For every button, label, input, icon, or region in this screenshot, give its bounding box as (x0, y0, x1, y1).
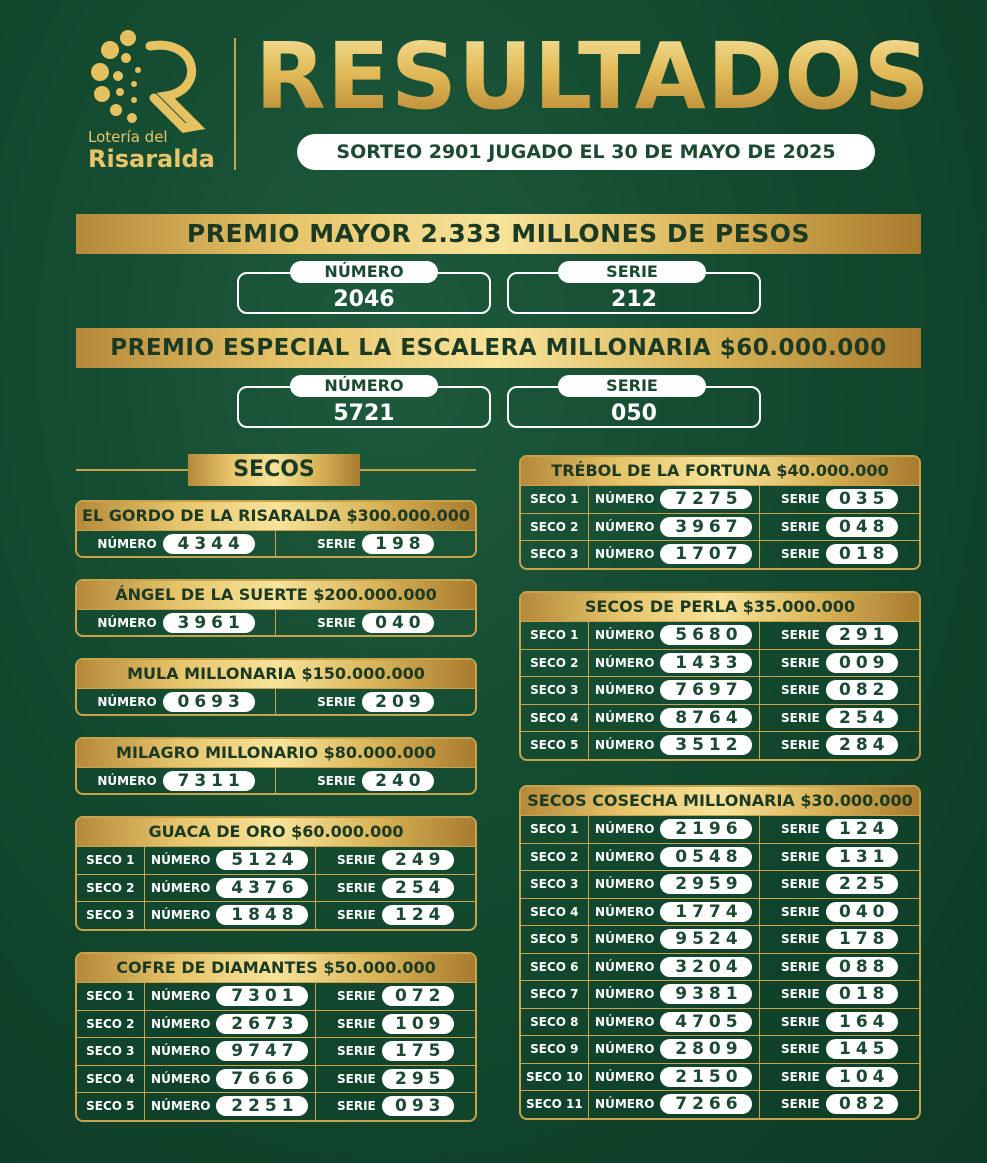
seco-label: SECO 5 (521, 732, 589, 759)
serie-label: SERIE (337, 1071, 376, 1086)
numero-label: NÚMERO (97, 773, 157, 788)
numero-value: 7666 (216, 1069, 308, 1089)
prize-row (521, 485, 919, 513)
numero-label: NÚMERO (97, 694, 157, 709)
numero-label: NÚMERO (595, 904, 655, 919)
numero-value: 4376 (216, 878, 308, 898)
numero-cell (589, 926, 760, 953)
serie-label: SERIE (317, 536, 356, 551)
serie-cell (316, 983, 475, 1010)
numero-cell (589, 816, 760, 843)
numero-cell (77, 610, 276, 635)
prize-card-title: MILAGRO MILLONARIO $80.000.000 (77, 739, 475, 767)
logo-line2: Risaralda (88, 145, 215, 173)
prize-row (521, 676, 919, 704)
numero-label: NÚMERO (151, 1071, 211, 1086)
prize-row (521, 1008, 919, 1036)
serie-label: SERIE (317, 773, 356, 788)
draw-subtitle: SORTEO 2901 JUGADO EL 30 DE MAYO DE 2025 (297, 134, 875, 170)
serie-cell (760, 1036, 919, 1063)
numero-label: NÚMERO (97, 536, 157, 551)
logo-line1: Lotería del (88, 128, 168, 146)
serie-cell (760, 541, 919, 568)
prize-row (521, 513, 919, 541)
numero-label: NÚMERO (151, 1044, 211, 1059)
numero-cell (589, 1064, 760, 1091)
prize-card (75, 816, 477, 931)
numero-cell (589, 486, 760, 513)
serie-cell (316, 1066, 475, 1093)
seco-label: SECO 9 (521, 1036, 589, 1063)
serie-cell (316, 875, 475, 902)
numero-cell (145, 983, 316, 1010)
seco-label: SECO 4 (77, 1066, 145, 1093)
serie-label: SERIE (317, 615, 356, 630)
numero-value: 9747 (216, 1041, 308, 1061)
numero-value: 1848 (216, 905, 308, 925)
numero-label: NÚMERO (151, 989, 211, 1004)
numero-cell (145, 875, 316, 902)
numero-label: NÚMERO (151, 1099, 211, 1114)
premio-especial-serie: 050 (611, 401, 657, 426)
serie-value: 093 (382, 1096, 454, 1116)
serie-label: SERIE (781, 1042, 820, 1057)
prize-row (521, 953, 919, 981)
serie-label: SERIE (781, 655, 820, 670)
seco-label: SECO 3 (77, 1038, 145, 1065)
serie-cell (316, 1011, 475, 1038)
numero-label: NÚMERO (151, 1016, 211, 1031)
serie-value: 088 (826, 957, 898, 977)
premio-mayor-numero-label: NÚMERO (290, 261, 438, 283)
serie-cell (276, 689, 475, 714)
serie-label: SERIE (781, 628, 820, 643)
serie-cell (760, 650, 919, 677)
prize-row (77, 901, 475, 929)
numero-cell (145, 1038, 316, 1065)
serie-cell (760, 622, 919, 649)
serie-label: SERIE (781, 492, 820, 507)
prize-card (75, 952, 477, 1122)
numero-label: NÚMERO (595, 1069, 655, 1084)
serie-cell (760, 677, 919, 704)
numero-value: 9524 (660, 929, 752, 949)
numero-value: 5680 (660, 625, 752, 645)
numero-label: NÚMERO (595, 1014, 655, 1029)
serie-value: 109 (382, 1014, 454, 1034)
prize-card (519, 785, 921, 1120)
seco-label: SECO 2 (77, 875, 145, 902)
numero-cell (145, 1093, 316, 1120)
page-title: RESULTADOS (255, 23, 931, 130)
serie-cell (760, 486, 919, 513)
serie-value: 175 (382, 1041, 454, 1061)
serie-label: SERIE (337, 1099, 376, 1114)
serie-value: 178 (826, 929, 898, 949)
serie-value: 145 (826, 1039, 898, 1059)
seco-label: SECO 2 (521, 650, 589, 677)
serie-value: 225 (826, 874, 898, 894)
numero-cell (589, 541, 760, 568)
serie-label: SERIE (781, 987, 820, 1002)
prize-row (521, 925, 919, 953)
serie-value: 104 (826, 1067, 898, 1087)
serie-cell (276, 768, 475, 793)
serie-label: SERIE (337, 908, 376, 923)
numero-value: 4344 (163, 534, 255, 554)
numero-cell (589, 622, 760, 649)
numero-value: 7301 (216, 986, 308, 1006)
numero-value: 9381 (660, 984, 752, 1004)
serie-value: 240 (362, 771, 434, 791)
serie-value: 254 (382, 878, 454, 898)
prize-row (521, 843, 919, 871)
numero-cell (145, 902, 316, 929)
logo-mark-icon (88, 28, 228, 133)
serie-label: SERIE (781, 519, 820, 534)
prize-card (519, 591, 921, 761)
prize-row (77, 1065, 475, 1093)
numero-value: 8764 (660, 708, 752, 728)
serie-value: 072 (382, 986, 454, 1006)
prize-row (77, 1010, 475, 1038)
prize-row (77, 1092, 475, 1120)
header-divider (234, 38, 236, 170)
seco-label: SECO 8 (521, 1009, 589, 1036)
serie-label: SERIE (781, 877, 820, 892)
numero-value: 7266 (660, 1094, 752, 1114)
prize-card-title: SECOS DE PERLA $35.000.000 (521, 593, 919, 621)
serie-label: SERIE (781, 683, 820, 698)
numero-label: NÚMERO (595, 849, 655, 864)
prize-row (77, 530, 475, 556)
serie-cell (760, 732, 919, 759)
serie-label: SERIE (781, 932, 820, 947)
serie-label: SERIE (781, 904, 820, 919)
numero-cell (145, 1066, 316, 1093)
premio-mayor-title: PREMIO MAYOR 2.333 MILLONES DE PESOS (76, 214, 921, 254)
numero-value: 7697 (660, 680, 752, 700)
prize-row (77, 874, 475, 902)
numero-cell (589, 899, 760, 926)
numero-cell (589, 705, 760, 732)
numero-label: NÚMERO (595, 1042, 655, 1057)
serie-label: SERIE (337, 1044, 376, 1059)
numero-label: NÚMERO (595, 547, 655, 562)
serie-value: 082 (826, 1094, 898, 1114)
prize-card-title: SECOS COSECHA MILLONARIA $30.000.000 (521, 787, 919, 815)
serie-value: 124 (382, 905, 454, 925)
numero-value: 1774 (660, 902, 752, 922)
prize-row (521, 898, 919, 926)
serie-cell (760, 981, 919, 1008)
numero-label: NÚMERO (595, 628, 655, 643)
serie-label: SERIE (781, 959, 820, 974)
prize-card-title: EL GORDO DE LA RISARALDA $300.000.000 (77, 502, 475, 530)
seco-label: SECO 4 (521, 899, 589, 926)
numero-value: 3204 (660, 957, 752, 977)
numero-label: NÚMERO (595, 822, 655, 837)
serie-cell (760, 816, 919, 843)
serie-label: SERIE (337, 853, 376, 868)
serie-value: 249 (382, 850, 454, 870)
serie-cell (760, 899, 919, 926)
serie-cell (276, 531, 475, 556)
serie-label: SERIE (781, 1069, 820, 1084)
numero-label: NÚMERO (595, 710, 655, 725)
prize-card-title: GUACA DE ORO $60.000.000 (77, 818, 475, 846)
seco-label: SECO 10 (521, 1064, 589, 1091)
seco-label: SECO 11 (521, 1091, 589, 1118)
serie-value: 131 (826, 847, 898, 867)
premio-mayor-serie-label: SERIE (558, 261, 706, 283)
prize-row (77, 767, 475, 793)
serie-value: 018 (826, 544, 898, 564)
serie-cell (760, 514, 919, 541)
seco-label: SECO 1 (521, 622, 589, 649)
numero-label: NÚMERO (595, 492, 655, 507)
serie-cell (760, 1009, 919, 1036)
serie-value: 035 (826, 489, 898, 509)
numero-value: 2251 (216, 1096, 308, 1116)
numero-cell (145, 1011, 316, 1038)
numero-value: 1433 (660, 653, 752, 673)
prize-row (521, 980, 919, 1008)
serie-value: 018 (826, 984, 898, 1004)
serie-cell (316, 1038, 475, 1065)
serie-value: 082 (826, 680, 898, 700)
prize-row (521, 540, 919, 568)
numero-cell (589, 871, 760, 898)
numero-value: 4705 (660, 1012, 752, 1032)
numero-cell (589, 1036, 760, 1063)
seco-label: SECO 3 (521, 677, 589, 704)
numero-cell (589, 1091, 760, 1118)
prize-card (75, 658, 477, 716)
numero-value: 3961 (163, 613, 255, 633)
serie-label: SERIE (781, 1097, 820, 1112)
numero-value: 7311 (163, 771, 255, 791)
numero-cell (589, 954, 760, 981)
seco-label: SECO 1 (521, 486, 589, 513)
serie-label: SERIE (781, 822, 820, 837)
serie-value: 164 (826, 1012, 898, 1032)
numero-cell (589, 677, 760, 704)
numero-label: NÚMERO (97, 615, 157, 630)
serie-label: SERIE (781, 849, 820, 864)
serie-value: 254 (826, 708, 898, 728)
numero-value: 2673 (216, 1014, 308, 1034)
seco-label: SECO 1 (521, 816, 589, 843)
numero-value: 2809 (660, 1039, 752, 1059)
prize-row (77, 846, 475, 874)
serie-value: 295 (382, 1069, 454, 1089)
numero-cell (77, 689, 276, 714)
serie-cell (760, 705, 919, 732)
prize-row (521, 815, 919, 843)
brand-logo (88, 28, 228, 173)
prize-row (77, 688, 475, 714)
serie-label: SERIE (781, 547, 820, 562)
seco-label: SECO 3 (77, 902, 145, 929)
numero-label: NÚMERO (151, 853, 211, 868)
numero-label: NÚMERO (595, 655, 655, 670)
serie-cell (316, 847, 475, 874)
prize-row (521, 1035, 919, 1063)
prize-card (75, 500, 477, 558)
serie-cell (316, 902, 475, 929)
serie-value: 040 (826, 902, 898, 922)
seco-label: SECO 2 (77, 1011, 145, 1038)
numero-label: NÚMERO (595, 1097, 655, 1112)
prize-card-title: TRÉBOL DE LA FORTUNA $40.000.000 (521, 457, 919, 485)
seco-label: SECO 5 (521, 926, 589, 953)
prize-row (77, 982, 475, 1010)
serie-value: 198 (362, 534, 434, 554)
numero-label: NÚMERO (151, 908, 211, 923)
serie-label: SERIE (317, 694, 356, 709)
numero-cell (77, 768, 276, 793)
numero-value: 0548 (660, 847, 752, 867)
prize-card (75, 737, 477, 795)
numero-value: 2150 (660, 1067, 752, 1087)
prize-row (521, 649, 919, 677)
numero-value: 3512 (660, 735, 752, 755)
serie-label: SERIE (781, 738, 820, 753)
prize-row (521, 870, 919, 898)
numero-label: NÚMERO (595, 738, 655, 753)
seco-label: SECO 2 (521, 844, 589, 871)
serie-cell (316, 1093, 475, 1120)
prize-card (519, 455, 921, 570)
numero-value: 5124 (216, 850, 308, 870)
serie-value: 124 (826, 819, 898, 839)
prize-card (75, 579, 477, 637)
seco-label: SECO 4 (521, 705, 589, 732)
premio-mayor-numero: 2046 (333, 287, 395, 312)
prize-row (521, 1090, 919, 1118)
serie-cell (760, 926, 919, 953)
numero-value: 0693 (163, 692, 255, 712)
seco-label: SECO 3 (521, 541, 589, 568)
numero-cell (589, 650, 760, 677)
premio-especial-numero-label: NÚMERO (290, 375, 438, 397)
serie-cell (760, 1064, 919, 1091)
seco-label: SECO 3 (521, 871, 589, 898)
prize-row (521, 621, 919, 649)
numero-label: NÚMERO (595, 987, 655, 1002)
serie-value: 209 (362, 692, 434, 712)
seco-label: SECO 2 (521, 514, 589, 541)
seco-label: SECO 5 (77, 1093, 145, 1120)
serie-value: 284 (826, 735, 898, 755)
numero-cell (589, 844, 760, 871)
numero-value: 1707 (660, 544, 752, 564)
secos-label: SECOS (188, 454, 360, 486)
prize-card-title: COFRE DE DIAMANTES $50.000.000 (77, 954, 475, 982)
serie-value: 048 (826, 517, 898, 537)
serie-value: 009 (826, 653, 898, 673)
numero-value: 2959 (660, 874, 752, 894)
serie-label: SERIE (337, 880, 376, 895)
numero-cell (589, 1009, 760, 1036)
serie-value: 040 (362, 613, 434, 633)
prize-row (521, 704, 919, 732)
prize-row (77, 609, 475, 635)
seco-label: SECO 1 (77, 983, 145, 1010)
premio-mayor-serie: 212 (611, 287, 657, 312)
numero-label: NÚMERO (595, 519, 655, 534)
prize-row (77, 1037, 475, 1065)
prize-card-title: ÁNGEL DE LA SUERTE $200.000.000 (77, 581, 475, 609)
serie-cell (760, 1091, 919, 1118)
numero-value: 2196 (660, 819, 752, 839)
serie-label: SERIE (781, 1014, 820, 1029)
serie-value: 291 (826, 625, 898, 645)
numero-label: NÚMERO (151, 880, 211, 895)
premio-especial-serie-label: SERIE (558, 375, 706, 397)
seco-label: SECO 6 (521, 954, 589, 981)
numero-label: NÚMERO (595, 877, 655, 892)
numero-cell (77, 531, 276, 556)
seco-label: SECO 7 (521, 981, 589, 1008)
numero-label: NÚMERO (595, 683, 655, 698)
numero-label: NÚMERO (595, 932, 655, 947)
numero-value: 7275 (660, 489, 752, 509)
prize-row (521, 731, 919, 759)
numero-cell (145, 847, 316, 874)
serie-cell (760, 844, 919, 871)
numero-cell (589, 514, 760, 541)
premio-especial-title: PREMIO ESPECIAL LA ESCALERA MILLONARIA $60.000.000 (76, 328, 921, 368)
numero-label: NÚMERO (595, 959, 655, 974)
serie-cell (760, 871, 919, 898)
numero-value: 3967 (660, 517, 752, 537)
serie-cell (276, 610, 475, 635)
prize-row (521, 1063, 919, 1091)
numero-cell (589, 981, 760, 1008)
serie-cell (760, 954, 919, 981)
numero-cell (589, 732, 760, 759)
seco-label: SECO 1 (77, 847, 145, 874)
serie-label: SERIE (337, 1016, 376, 1031)
premio-especial-numero: 5721 (333, 401, 395, 426)
serie-label: SERIE (781, 710, 820, 725)
prize-card-title: MULA MILLONARIA $150.000.000 (77, 660, 475, 688)
serie-label: SERIE (337, 989, 376, 1004)
